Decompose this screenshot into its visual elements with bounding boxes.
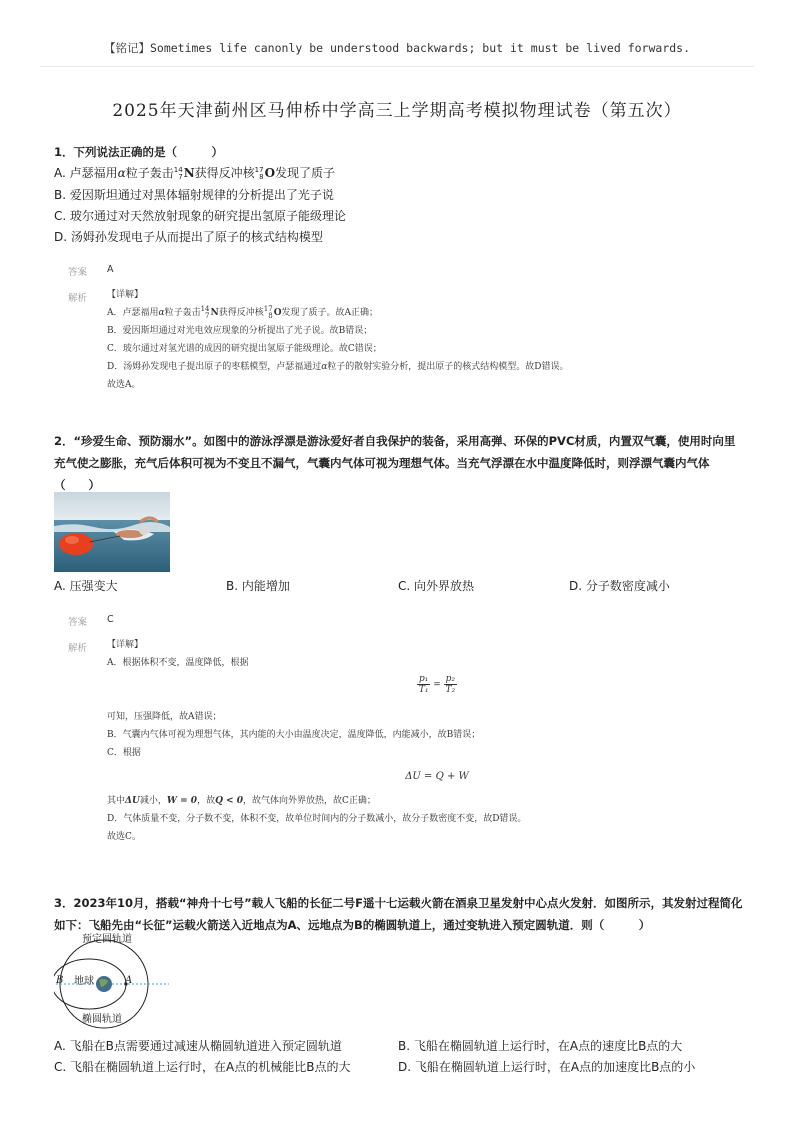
q2-answer-label: 答案 bbox=[68, 617, 88, 628]
page-title: 2025年天津蓟州区马伸桥中学高三上学期高考模拟物理试卷（第五次） bbox=[112, 101, 682, 121]
q1-answer: A bbox=[107, 264, 114, 275]
q2-exp-a: A．根据体积不变，温度降低，根据 bbox=[107, 658, 249, 668]
q1-stem: 1．下列说法正确的是（ ） bbox=[54, 145, 223, 159]
q1-exp-a: A．卢瑟福用α粒子轰击 14 7 N获得反冲核 17 8 O发现了质子。故A正确； bbox=[107, 304, 379, 320]
q2-stem: 2．“珍爱生命、预防溺水”。如图中的游泳浮漂是游泳爱好者自我保护的装备，采用高弹、环保的PVC材质，内置双气囊，使用时向里充气使之膨胀，充气后体积可视为不变且不漏气，气囊内气体可视为理想气体。当充气浮漂在水中温度降低时，则浮漂气囊内气体（ ） bbox=[54, 434, 736, 492]
q2-formula-2: ΔU = Q + W bbox=[405, 771, 469, 782]
q3-option-b[interactable]: B. 飞船在椭圆轨道上运行时，在A点的速度比B点的大 bbox=[398, 1039, 683, 1053]
q3-stem: 3．2023年10月，搭载“神舟十七号”载人飞船的长征二号F遥十七运载火箭在酒泉卫星发射中心点火发射．如图所示，其发射过程简化如下：飞船先由“长征”运载火箭送入近地点为A、远地点为B的椭圆轨道上，通过变轨进入预定圆轨道．则（ ） bbox=[54, 896, 743, 932]
label-earth: 地球 bbox=[74, 976, 94, 987]
q2-option-b[interactable]: B. 内能增加 bbox=[226, 579, 290, 593]
q2-option-c[interactable]: C. 向外界放热 bbox=[398, 579, 475, 593]
swim-buoy-photo bbox=[54, 492, 170, 572]
q3-option-d[interactable]: D. 飞船在椭圆轨道上运行时，在A点的加速度比B点的小 bbox=[398, 1060, 696, 1074]
header-divider bbox=[40, 66, 754, 67]
q1-option-d[interactable]: D. 汤姆孙发现电子从而提出了原子的核式结构模型 bbox=[54, 230, 323, 244]
q1-analysis-label: 解析 bbox=[68, 293, 88, 304]
q3-option-c[interactable]: C. 飞船在椭圆轨道上运行时，在A点的机械能比B点的大 bbox=[54, 1060, 351, 1074]
q2-explanation bbox=[107, 636, 737, 846]
q2-exp-c: C．根据 bbox=[107, 748, 141, 758]
label-point-a: A bbox=[125, 975, 133, 986]
q2-exp-d: D．气体质量不变，分子数不变，体积不变，故单位时间内的分子数减小，故分子数密度不变，故D错误。 bbox=[107, 814, 527, 824]
q1-exp-b: B．爱因斯坦通过对光电效应现象的分析提出了光子说。故B错误； bbox=[107, 326, 373, 336]
motto-banner: 【铭记】Sometimes life canonly be understood backwards; but it must be lived forwards. bbox=[103, 41, 691, 55]
q2-formula-1: $\frac{\text{p₁}}{\text{T₁}}$ = $\frac{\text{p₂}}{\text{T₂}}$ bbox=[418, 674, 456, 695]
q1-exp-d: D．汤姆孙发现电子提出原子的枣糕模型，卢瑟福通过α粒子的散射实验分析，提出原子的核式结构模型。故D错误。 bbox=[107, 362, 569, 372]
q2-option-a[interactable]: A. 压强变大 bbox=[54, 579, 118, 593]
q2-exp-c2: 其中ΔU减小，W = 0，故Q < 0，故气体向外界放热，故C正确； bbox=[107, 796, 376, 806]
q2-option-d[interactable]: D. 分子数密度减小 bbox=[569, 579, 670, 593]
q2-exp-a2: 可知，压强降低，故A错误； bbox=[107, 712, 222, 722]
q2-exp-end: 故选C。 bbox=[107, 832, 141, 842]
q1-exp-end: 故选A。 bbox=[107, 380, 141, 390]
label-point-b: B bbox=[56, 975, 64, 986]
q1-answer-label: 答案 bbox=[68, 267, 88, 278]
label-elliptical-orbit: 椭圆轨道 bbox=[82, 1014, 122, 1025]
q3-option-a[interactable]: A. 飞船在B点需要通过减速从椭圆轨道进入预定圆轨道 bbox=[54, 1039, 342, 1053]
q1-detail-label: 【详解】 bbox=[107, 290, 144, 300]
q2-detail-label: 【详解】 bbox=[107, 640, 144, 650]
q1-option-c[interactable]: C. 玻尔通过对天然放射现象的研究提出氢原子能级理论 bbox=[54, 209, 347, 223]
q2-answer: C bbox=[107, 614, 114, 625]
q1-explanation bbox=[107, 286, 737, 394]
q1-option-b[interactable]: B. 爱因斯坦通过对黑体辐射规律的分析提出了光子说 bbox=[54, 188, 334, 202]
label-predetermined-orbit: 预定圆轨道 bbox=[82, 934, 132, 945]
orbit-diagram bbox=[54, 930, 184, 1030]
q2-exp-b: B．气囊内气体可视为理想气体，其内能的大小由温度决定，温度降低，内能减小，故B错误； bbox=[107, 730, 481, 740]
q1-option-a[interactable]: A. 卢瑟福用α粒子轰击 14 7 N获得反冲核 17 8 O发现了质子 bbox=[54, 165, 336, 181]
q2-analysis-label: 解析 bbox=[68, 643, 88, 654]
q1-exp-c: C．玻尔通过对氢光谱的成因的研究提出氢原子能级理论。故C错误； bbox=[107, 344, 382, 354]
